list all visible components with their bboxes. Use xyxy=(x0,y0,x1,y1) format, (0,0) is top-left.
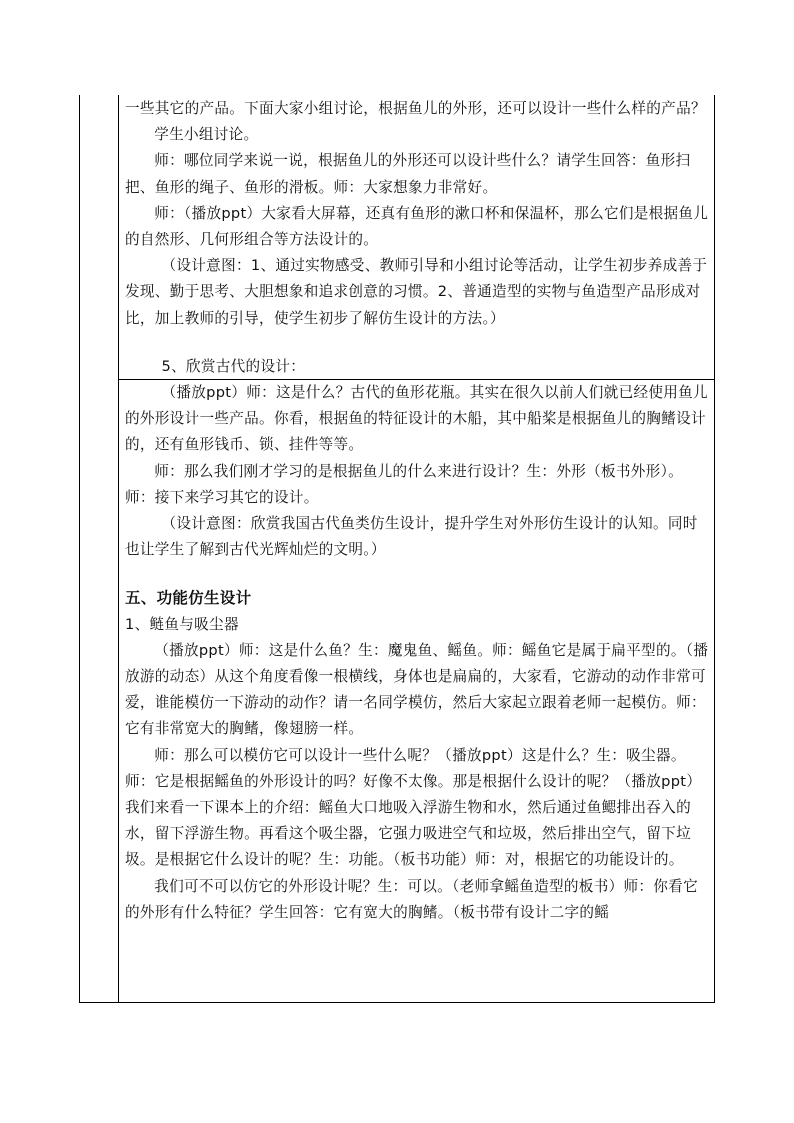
paragraph-ray-intro: （播放ppt）师：这是什么鱼？生：魔鬼鱼、鳐鱼。师：鳐鱼它是属于扁平型的。（播放游的动态）从这个角度看像一根横线，身体也是扁扁的，大家看，它游动的动作非常可爱，谁能模仿一下游动的动作？请一名同学模仿，然后大家起立跟着老师一起模仿。师：它有非常宽大的胸鳍，像翅膀一样。 xyxy=(125,641,709,738)
spacer xyxy=(125,563,709,585)
paragraph-design-intent-2: （设计意图：欣赏我国古代鱼类仿生设计，提升学生对外形仿生设计的认知。同时也让学生了解到古代光辉灿烂的文明。） xyxy=(125,515,698,559)
subsection-heading-ray-vacuum: 1、鲢鱼与吸尘器 xyxy=(125,615,239,633)
paragraph-design-intent-1: （设计意图：1、通过实物感受、教师引导和小组讨论等活动，让学生初步养成善于发现、勤于思考、大胆想象和追求创意的习惯。2、普通造型的实物与鱼造型产品形成对比，加上教师的引导，使学生初步了解仿生设计的方法。） xyxy=(125,257,708,327)
paragraph-ancient-vase: （播放ppt）师：这是什么？古代的鱼形花瓶。其实在很久以前人们就已经使用鱼儿的外形设计一些产品。你看，根据鱼的特征设计的木船，其中船桨是根据鱼儿的胸鳍设计的，还有鱼形钱币、锁、挂件等等。 xyxy=(125,384,708,454)
paragraph-vacuum-function: 师：那么可以模仿它可以设计一些什么呢？（播放ppt）这是什么？生：吸尘器。师：它是根据鳐鱼的外形设计的吗？好像不太像。那是根据什么设计的呢？（播放ppt）我们来看一下课本上的介绍：鳐鱼大口地吸入浮游生物和水，然后通过鱼鳃排出吞入的水，留下浮游生物。再看这个吸尘器，它强力吸进空气和垃圾，然后排出空气，留下垃圾。是根据它什么设计的呢？生：功能。（板书功能）师：对，根据它的功能设计的。 xyxy=(125,746,702,869)
paragraph-products-discussion: 一些其它的产品。下面大家小组讨论，根据鱼儿的外形，还可以设计一些什么样的产品？ xyxy=(125,100,706,117)
lesson-content-cell xyxy=(125,96,709,926)
table-column-divider xyxy=(118,95,119,1003)
paragraph-ppt-cups: 师：（播放ppt）大家看大屏幕，还真有鱼形的漱口杯和保温杯，那么它们是根据鱼儿的自然形、几何形组合等方法设计的。 xyxy=(125,204,709,249)
paragraph-ancient-design-heading: 5、欣赏古代的设计： xyxy=(161,357,306,375)
spacer xyxy=(125,332,709,354)
paragraph-teacher-outline: 师：那么我们刚才学习的是根据鱼儿的什么来进行设计？生：外形（板书外形）。师：接下来学习其它的设计。 xyxy=(125,462,684,506)
paragraph-teacher-question: 师：哪位同学来说一说，根据鱼儿的外形还可以设计些什么？请学生回答：鱼形扫把、鱼形的绳子、鱼形的滑板。师：大家想象力非常好。 xyxy=(125,152,691,196)
paragraph-group-discussion: 学生小组讨论。 xyxy=(154,126,259,144)
section-heading-functional-bionics: 五、功能仿生设计 xyxy=(125,589,252,608)
paragraph-imitate-shape: 我们可不可以仿它的外形设计呢？生：可以。（老师拿鳐鱼造型的板书）师：你看它的外形有什么特征？学生回答：它有宽大的胸鳍。（板书带有设计二字的鳐 xyxy=(125,877,698,921)
